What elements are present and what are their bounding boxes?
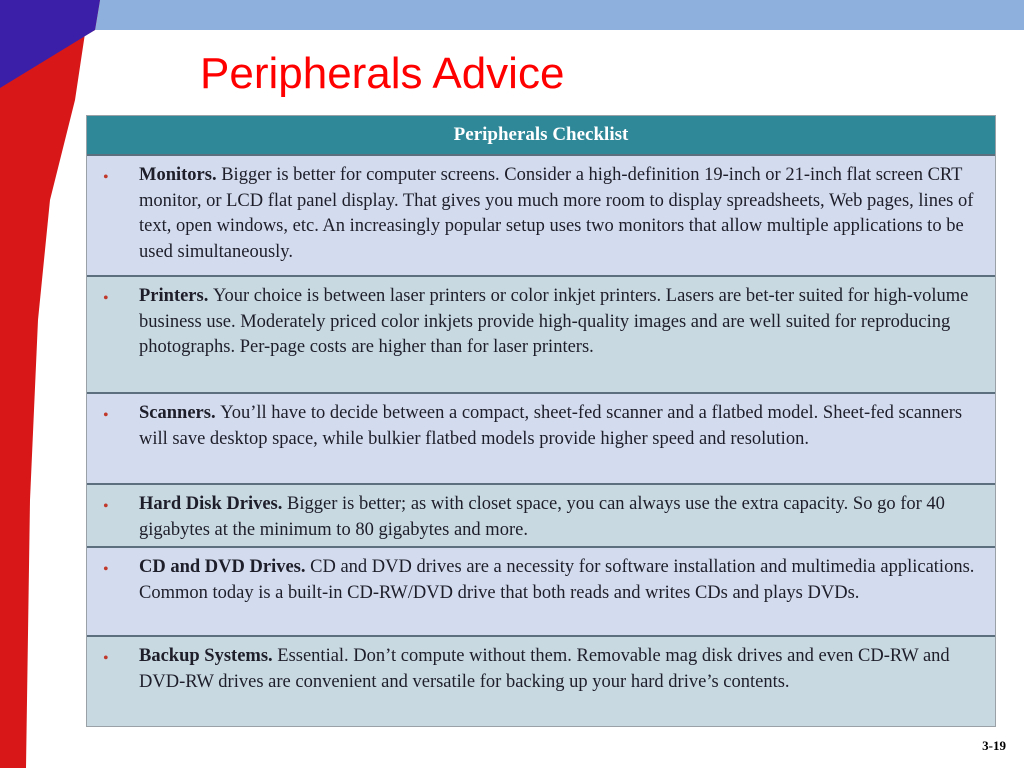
checklist-item-printers	[87, 275, 995, 392]
item-text: Essential. Don’t compute without them. Removable mag disk drives and even CD-RW and DVD-RW drives are convenient and versatile for backing up your hard drive’s contents.	[139, 646, 950, 692]
item-label: Monitors.	[139, 165, 222, 185]
bullet-icon: •	[103, 407, 109, 424]
item-text: Bigger is better; as with closet space, you can always use the extra capacity. So go for 40 gigabytes at the minimum to 80 gigabytes and more.	[139, 494, 945, 540]
bullet-icon: •	[103, 650, 109, 667]
checklist-item-hard-disk-drives	[87, 483, 995, 546]
bullet-icon: •	[103, 290, 109, 307]
bullet-icon: •	[103, 498, 109, 515]
checklist-header: Peripherals Checklist	[87, 116, 995, 154]
item-text: Your choice is between laser printers or color inkjet printers. Lasers are bet-ter suited for high-volume business use. Moderately priced color inkjets provide high-quality images and are well suited for reproducing photographs. Per-page costs are higher than for laser printers.	[139, 286, 969, 357]
peripherals-checklist	[86, 115, 996, 727]
checklist-item-monitors	[87, 154, 995, 275]
checklist-item-cd-dvd-drives	[87, 546, 995, 635]
slide-title: Peripherals Advice	[200, 49, 565, 98]
item-label: Printers.	[139, 286, 213, 306]
item-text: CD and DVD drives are a necessity for software installation and multimedia applications. Common today is a built-in CD-RW/DVD drive that both reads and writes CDs and plays DVDs.	[139, 557, 975, 603]
item-label: Hard Disk Drives.	[139, 494, 287, 514]
bullet-icon: •	[103, 561, 109, 578]
item-text: Bigger is better for computer screens. Consider a high-definition 19-inch or 21-inch flat screen CRT monitor, or LCD flat panel display. That gives you much more room to display spreadsheets, Web pages, lines of text, open windows, etc. An increasingly popular setup uses two monitors that allow multiple applications to be used simultaneously.	[139, 165, 974, 262]
checklist-item-backup-systems	[87, 635, 995, 726]
item-text: You’ll have to decide between a compact, sheet-fed scanner and a flatbed model. Sheet-fed scanners will save desktop space, while bulkier flatbed models provide higher speed and resolution.	[139, 403, 963, 449]
top-band	[95, 0, 1024, 30]
page-number: 3-19	[982, 738, 1006, 753]
left-red-swoosh	[0, 0, 100, 768]
item-label: CD and DVD Drives.	[139, 557, 311, 577]
checklist-item-scanners	[87, 392, 995, 483]
item-label: Scanners.	[139, 403, 221, 423]
bullet-icon: •	[103, 169, 109, 186]
item-label: Backup Systems.	[139, 646, 278, 666]
